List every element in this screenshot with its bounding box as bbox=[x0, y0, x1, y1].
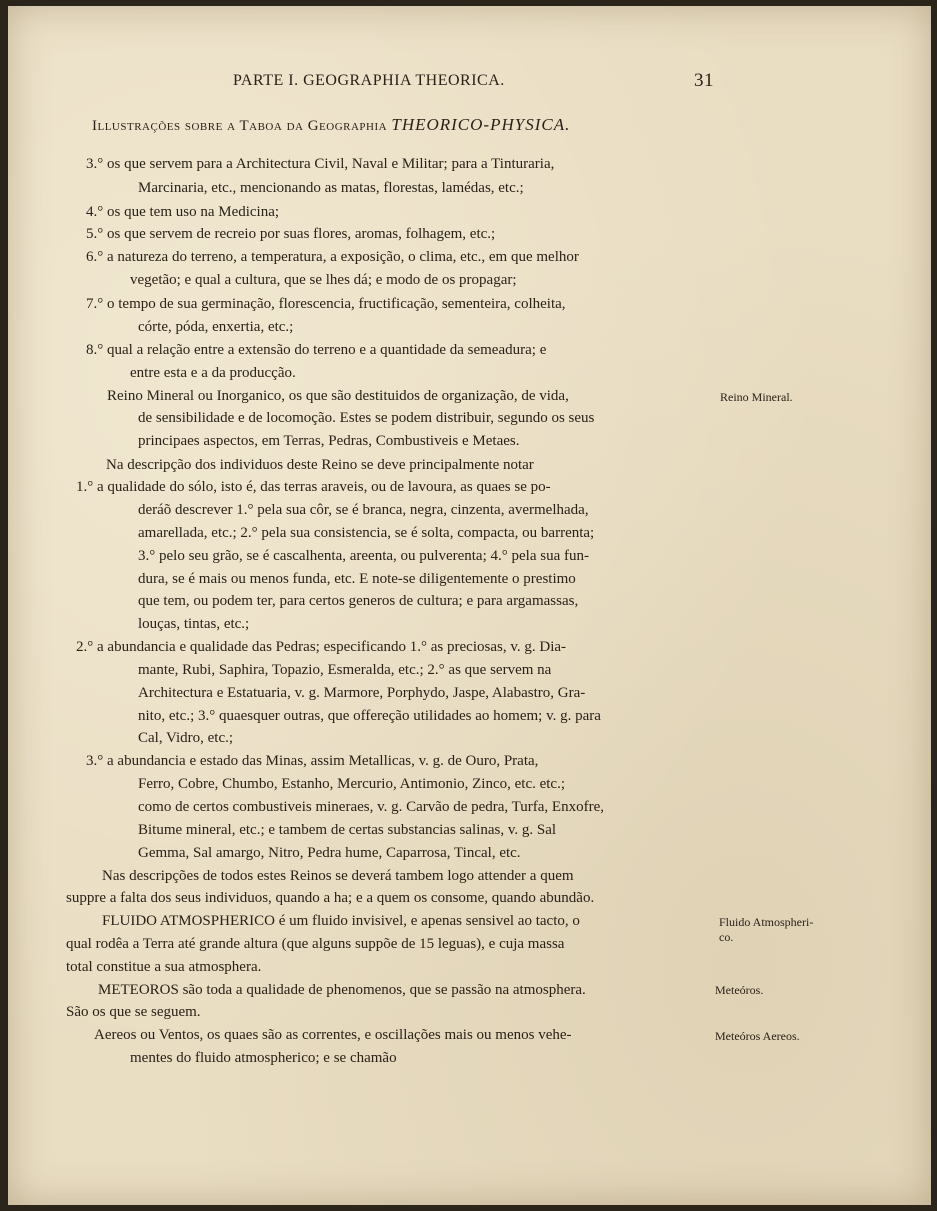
text-line: METEOROS são toda a qualidade de phenomenos, que se passão na atmosphera. bbox=[98, 982, 586, 998]
text-line: mentes do fluido atmospherico; e se chamão bbox=[130, 1050, 397, 1066]
margin-note: Meteóros. bbox=[715, 983, 764, 997]
section-title-italic: THEORICO-PHYSICA. bbox=[391, 115, 571, 134]
section-title bbox=[92, 115, 570, 135]
text-line: Ferro, Cobre, Chumbo, Estanho, Mercurio, Antimonio, Zinco, etc. etc.; bbox=[138, 776, 566, 792]
text-line: qual rodêa a Terra até grande altura (que alguns suppõe de 15 leguas), e cuja massa bbox=[66, 936, 565, 952]
text-line: amarellada, etc.; 2.° pela sua consistencia, se é solta, compacta, ou barrenta; bbox=[138, 525, 595, 541]
text-line: como de certos combustiveis mineraes, v. g. Carvão de pedra, Turfa, Enxofre, bbox=[138, 799, 604, 815]
text-line: córte, póda, enxertia, etc.; bbox=[138, 319, 294, 335]
text-line: entre esta e a da producção. bbox=[130, 365, 296, 381]
text-line: 7.° o tempo de sua germinação, florescencia, fructificação, sementeira, colheita, bbox=[86, 296, 566, 312]
text-line: deráõ descrever 1.° pela sua côr, se é branca, negra, cinzenta, avermelhada, bbox=[138, 502, 589, 518]
text-line: Bitume mineral, etc.; e tambem de certas substancias salinas, v. g. Sal bbox=[138, 822, 557, 838]
page-number: 31 bbox=[694, 70, 714, 91]
text-line: FLUIDO ATMOSPHERICO é um fluido invisivel, e apenas sensivel ao tacto, o bbox=[102, 913, 580, 929]
text-line: 6.° a natureza do terreno, a temperatura, a exposição, o clima, etc., em que melhor bbox=[86, 249, 579, 265]
text-line: 8.° qual a relação entre a extensão do terreno e a quantidade da semeadura; e bbox=[86, 342, 547, 358]
text-line: São os que se seguem. bbox=[66, 1004, 201, 1020]
margin-note: Meteóros Aereos. bbox=[715, 1029, 800, 1043]
text-line: total constitue a sua atmosphera. bbox=[66, 959, 262, 975]
text-line: 3.° pelo seu grão, se é cascalhenta, areenta, ou pulverenta; 4.° pela sua fun- bbox=[138, 548, 589, 564]
text-line: louças, tintas, etc.; bbox=[138, 616, 250, 632]
margin-note: co. bbox=[719, 930, 734, 944]
text-line: 3.° a abundancia e estado das Minas, assim Metallicas, v. g. de Ouro, Prata, bbox=[86, 753, 539, 769]
margin-note: Fluido Atmospheri- bbox=[719, 915, 814, 929]
text-line: mante, Rubi, Saphira, Topazio, Esmeralda, etc.; 2.° as que servem na bbox=[138, 662, 552, 678]
margin-note: Reino Mineral. bbox=[720, 390, 793, 404]
text-line: Gemma, Sal amargo, Nitro, Pedra hume, Caparrosa, Tincal, etc. bbox=[138, 845, 521, 861]
text-line: suppre a falta dos seus individuos, quando a ha; e a quem os consome, quando abundão. bbox=[66, 890, 595, 906]
text-line: de sensibilidade e de locomoção. Estes se podem distribuir, segundo os seus bbox=[138, 410, 595, 426]
text-line: Marcinaria, etc., mencionando as matas, florestas, lamédas, etc.; bbox=[138, 180, 524, 196]
text-line: Architectura e Estatuaria, v. g. Marmore, Porphydo, Jaspe, Alabastro, Gra- bbox=[138, 685, 586, 701]
text-line: que tem, ou podem ter, para certos generos de cultura; e para argamassas, bbox=[138, 593, 579, 609]
text-line: dura, se é mais ou menos funda, etc. E note-se diligentemente o prestimo bbox=[138, 571, 576, 587]
text-line: 5.° os que servem de recreio por suas flores, aromas, folhagem, etc.; bbox=[86, 226, 496, 242]
text-line: 1.° a qualidade do sólo, isto é, das terras araveis, ou de lavoura, as quaes se po- bbox=[76, 479, 551, 495]
text-line: principaes aspectos, em Terras, Pedras, Combustiveis e Metaes. bbox=[138, 433, 520, 449]
running-title: PARTE I. GEOGRAPHIA THEORICA. bbox=[233, 72, 505, 89]
text-line: 2.° a abundancia e qualidade das Pedras; especificando 1.° as preciosas, v. g. Dia- bbox=[76, 639, 567, 655]
text-line: vegetão; e qual a cultura, que se lhes dá; e modo de os propagar; bbox=[130, 272, 517, 288]
text-line: Na descripção dos individuos deste Reino se deve principalmente notar bbox=[106, 457, 534, 473]
text-line: Nas descripções de todos estes Reinos se deverá tambem logo attender a quem bbox=[102, 868, 574, 884]
text-line: nito, etc.; 3.° quaesquer outras, que offereção utilidades ao homem; v. g. para bbox=[138, 708, 601, 724]
text-line: 3.° os que servem para a Architectura Civil, Naval e Militar; para a Tinturaria, bbox=[86, 156, 555, 172]
text-line: Aereos ou Ventos, os quaes são as correntes, e oscillações mais ou menos vehe- bbox=[94, 1027, 572, 1043]
section-title-caps: Illustrações sobre a Taboa da Geographia bbox=[92, 118, 388, 134]
text-line: Reino Mineral ou Inorganico, os que são destituidos de organização, de vida, bbox=[107, 388, 569, 404]
text-line: 4.° os que tem uso na Medicina; bbox=[86, 204, 280, 220]
book-page bbox=[8, 6, 931, 1205]
text-line: Cal, Vidro, etc.; bbox=[138, 730, 234, 746]
